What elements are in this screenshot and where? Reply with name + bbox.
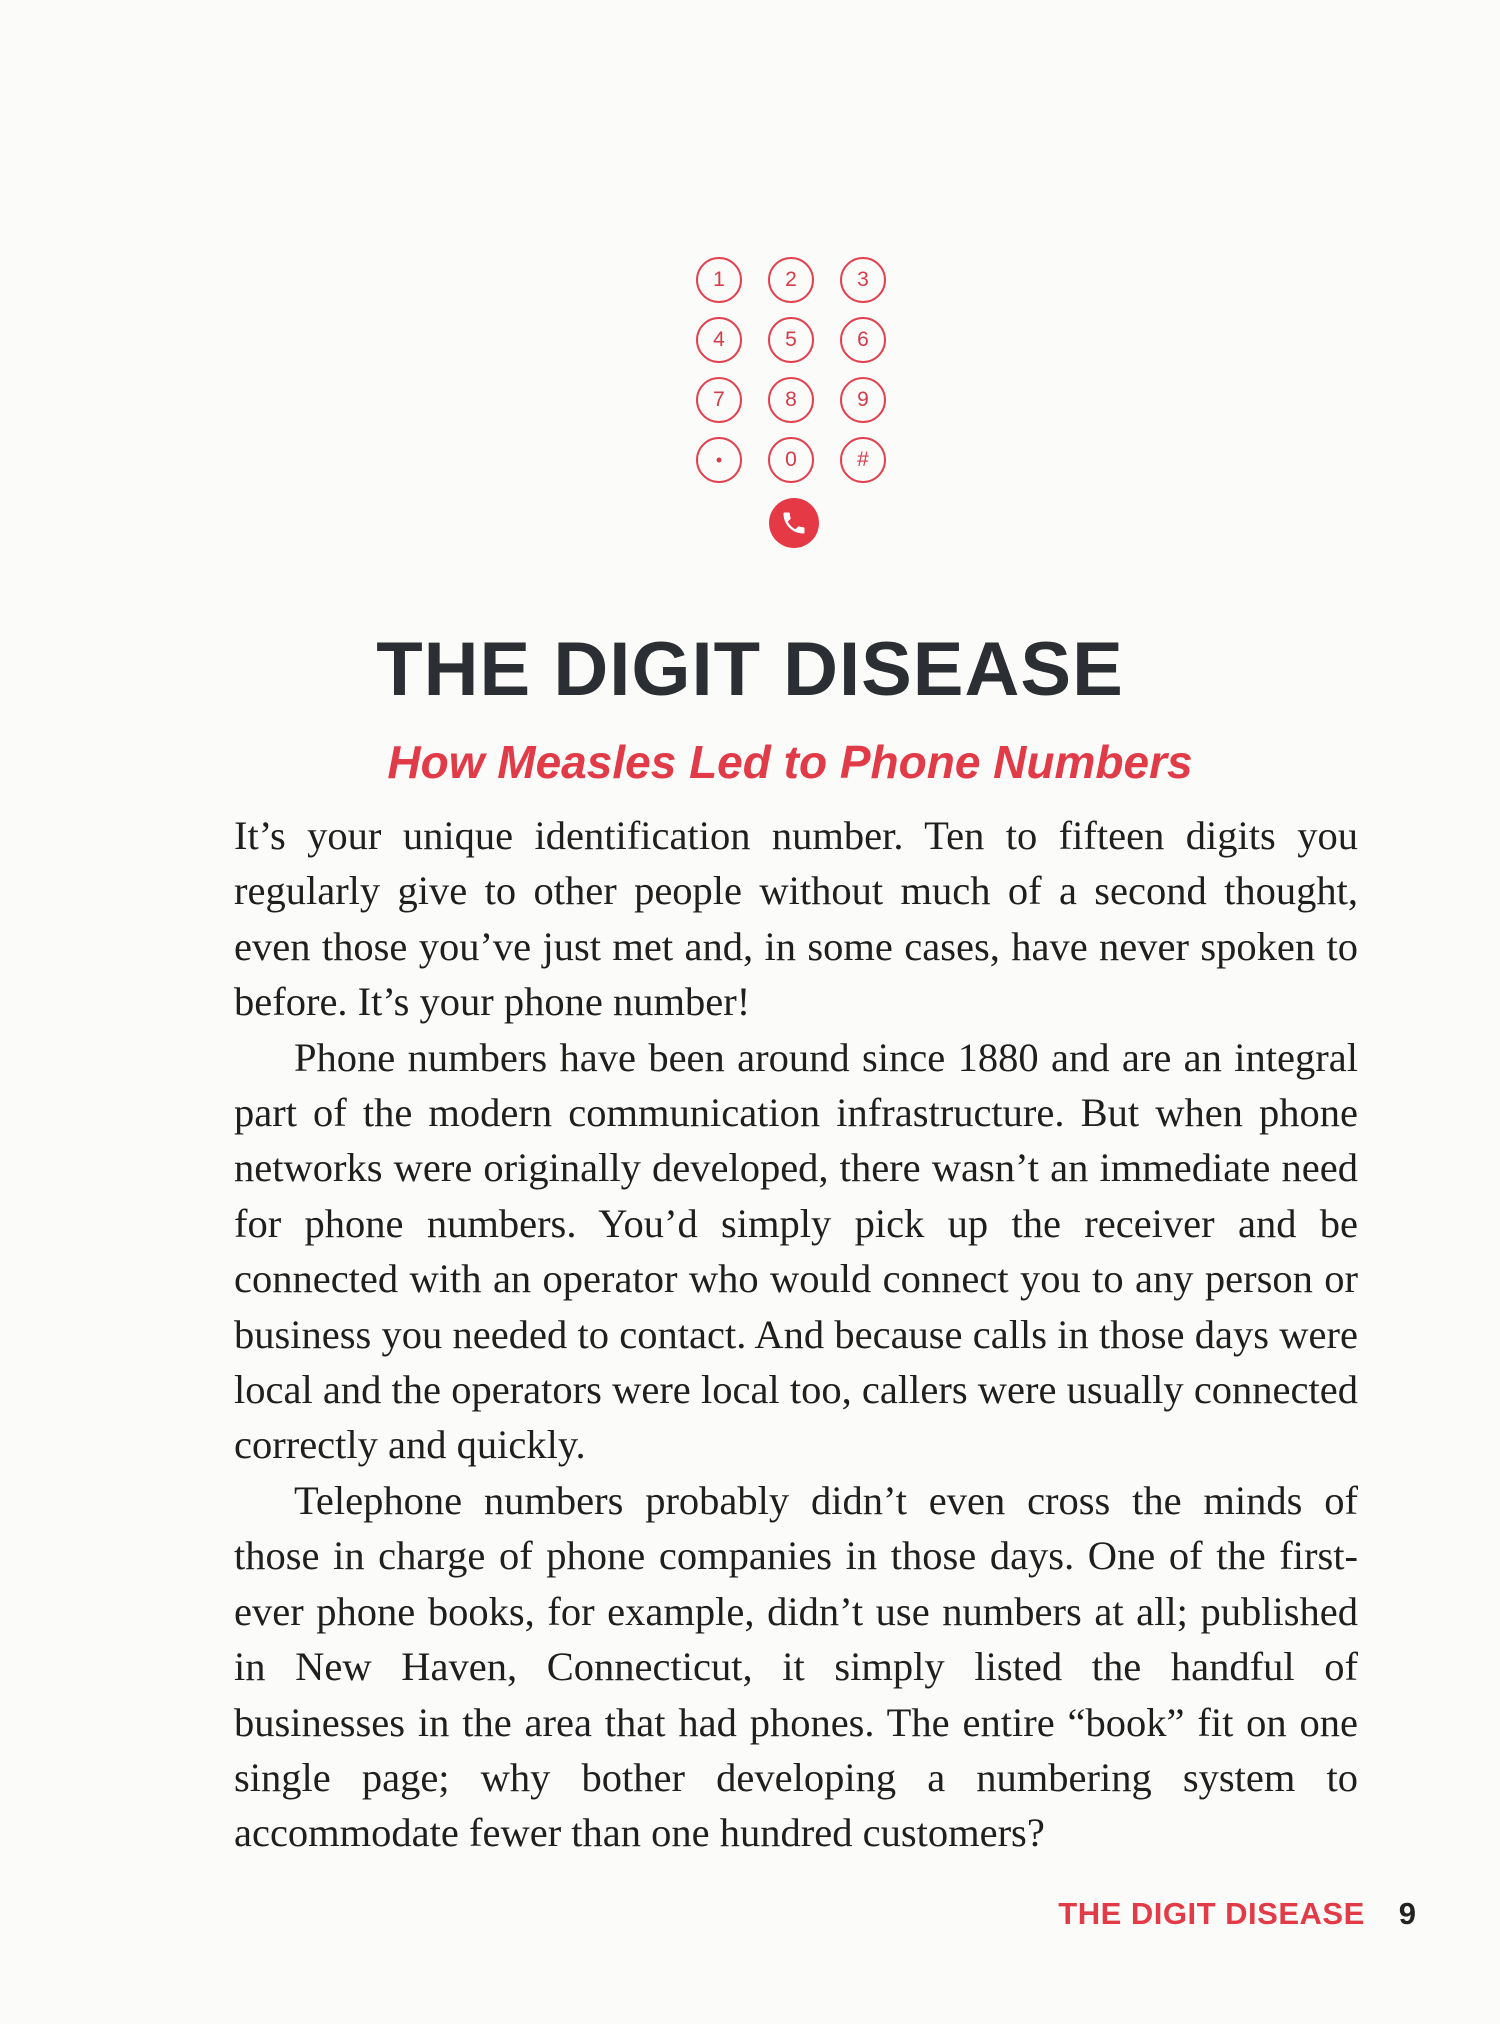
keypad-illustration [696,257,892,557]
body-text [234,808,1358,1861]
keypad-key-9: 9 [840,377,886,423]
keypad-key-3: 3 [840,257,886,303]
page-number: 9 [1398,1896,1416,1931]
running-title: THE DIGIT DISEASE [1058,1896,1365,1931]
keypad-key-8: 8 [768,377,814,423]
paragraph: Telephone numbers probably didn’t even cross the minds of those in charge of phone companies in those days. One of the first-ever phone books, for example, didn’t use numbers at all; published in New Haven, Connecticut, it simply listed the handful of businesses in the area that had phones. The entire “book” fit on one single page; why bother developing a numbering system to accommodate fewer than one hundred customers? [234,1477,1358,1856]
paragraph: Phone numbers have been around since 1880 and are an integral part of the modern communication infrastructure. But when phone networks were originally developed, there wasn’t an immediate need for phone numbers. You’d simply pick up the receiver and be connected with an operator who would connect you to any person or business you needed to contact. And because calls in those days were local and the operators were local too, callers were usually connected correctly and quickly. [234,1034,1358,1468]
keypad-key-6: 6 [840,317,886,363]
page-footer [980,1896,1416,1932]
call-button [769,498,819,548]
keypad-key-star: • [696,437,742,483]
chapter-subtitle: How Measles Led to Phone Numbers [387,736,1193,788]
keypad-key-1: 1 [696,257,742,303]
phone-handset-icon [780,509,808,537]
keypad-key-4: 4 [696,317,742,363]
keypad-key-0: 0 [768,437,814,483]
paragraph: It’s your unique identification number. Ten to fifteen digits you regularly give to other people without much of a second thought, even those you’ve just met and, in some cases, have never spoken to before. It’s your phone number! [234,813,1358,1025]
keypad-key-5: 5 [768,317,814,363]
chapter-title: THE DIGIT DISEASE [376,627,1124,712]
keypad-key-hash: # [840,437,886,483]
keypad-key-2: 2 [768,257,814,303]
keypad-key-7: 7 [696,377,742,423]
